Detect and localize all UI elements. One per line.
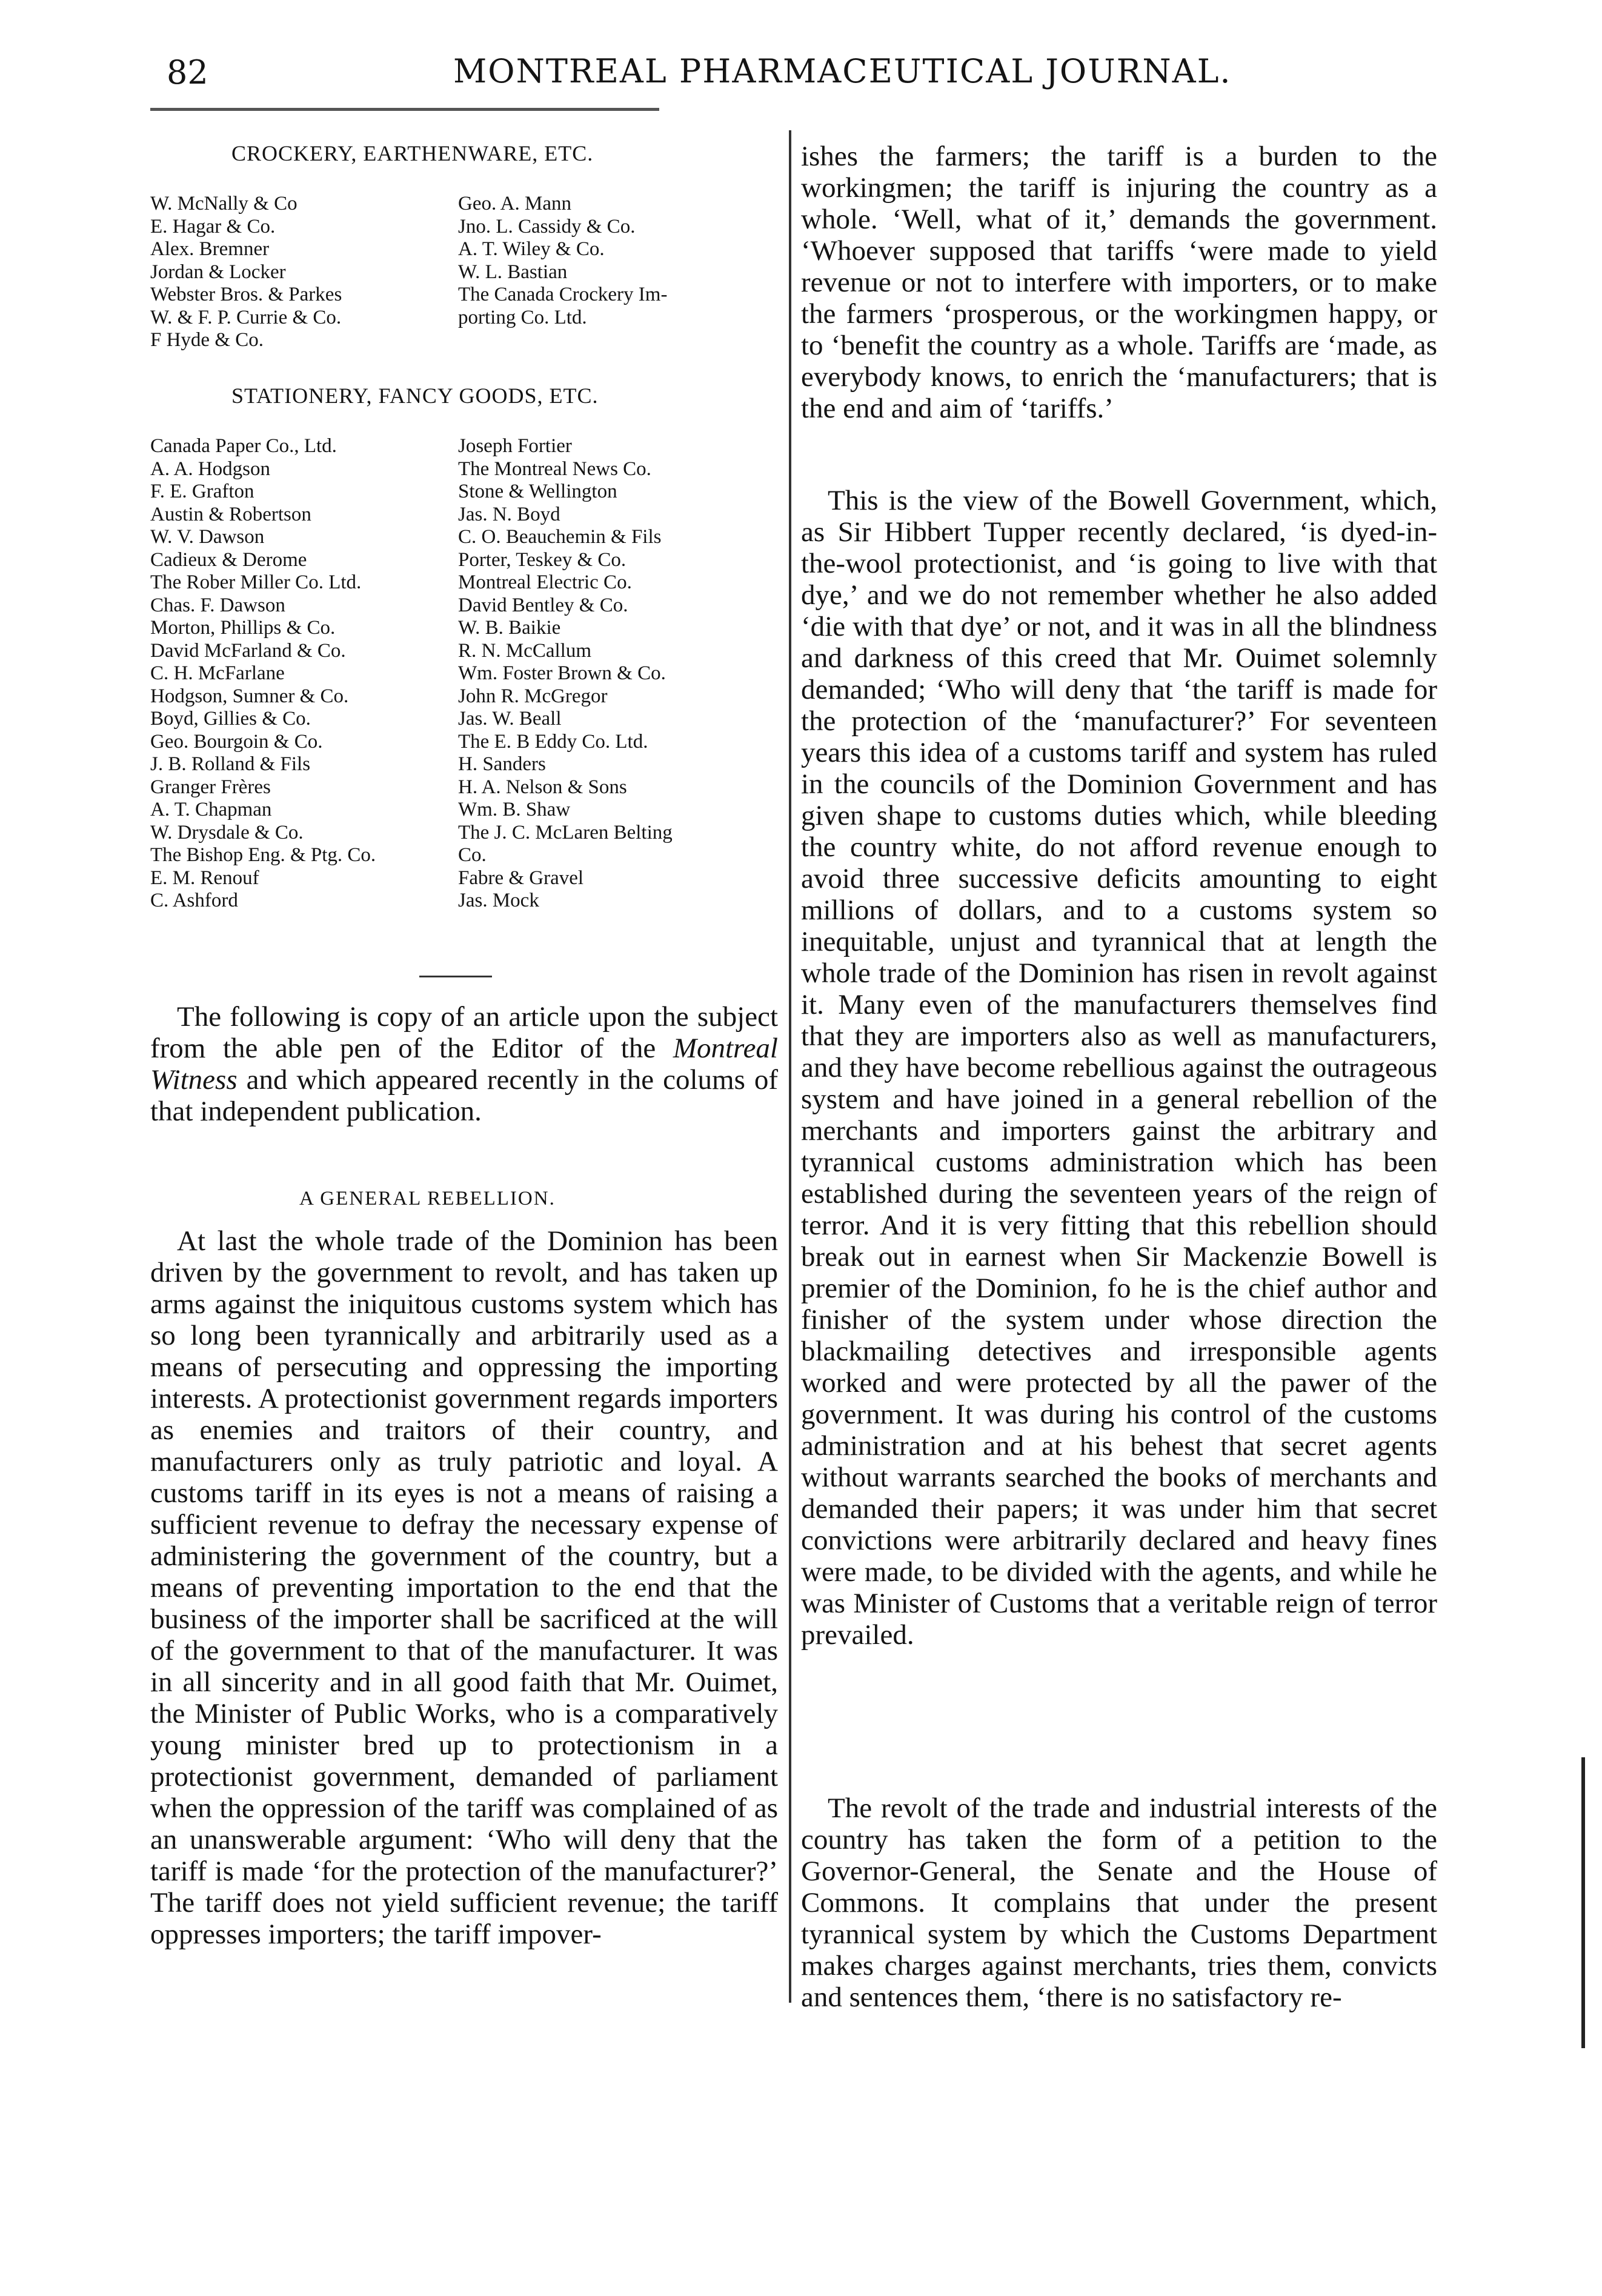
publication-name: Montreal Witness bbox=[150, 1033, 778, 1096]
page-number: 82 bbox=[167, 53, 208, 92]
crockery-right-item: Geo. A. Mann bbox=[458, 193, 571, 215]
crockery-left-item: W. McNally & Co bbox=[150, 193, 297, 215]
stationery-left-item: Chas. F. Dawson bbox=[150, 594, 285, 616]
stationery-right-item: Stone & Wellington bbox=[458, 481, 617, 502]
crockery-left-item: W. & F. P. Currie & Co. bbox=[150, 306, 342, 328]
crockery-right-item: porting Co. Ltd. bbox=[458, 306, 587, 328]
stationery-left-item: A. T. Chapman bbox=[150, 799, 272, 820]
intro-text-1: The following is copy of an article upon the subject from the able pen of the Editor of the bbox=[150, 1001, 778, 1064]
stationery-left-item: Hodgson, Sumner & Co. bbox=[150, 685, 349, 707]
scan-edge-mark bbox=[1581, 1757, 1585, 2048]
stationery-right-item: H. A. Nelson & Sons bbox=[458, 776, 627, 798]
stationery-left-item: J. B. Rolland & Fils bbox=[150, 753, 311, 775]
article-paragraph-3: The revolt of the trade and industrial interests of the country has taken the form of a petition to the Governor-General, the Senate and the House of Commons. It complains that under the present tyrannical system by which the Customs Department makes charges against merchants, tries them, convicts and sentences them, ‘there is no satisfactory re- bbox=[801, 1792, 1437, 2013]
stationery-right-item: Joseph Fortier bbox=[458, 435, 572, 457]
article-title: A GENERAL REBELLION. bbox=[299, 1188, 556, 1210]
crockery-right-item: Jno. L. Cassidy & Co. bbox=[458, 215, 636, 238]
stationery-left-item: F. E. Grafton bbox=[150, 481, 254, 502]
header-rule bbox=[150, 108, 659, 111]
stationery-right-item: Jas. Mock bbox=[458, 890, 539, 911]
stationery-right-item: Wm. B. Shaw bbox=[458, 799, 571, 820]
crockery-right-item: A. T. Wiley & Co. bbox=[458, 238, 605, 260]
stationery-left-item: Canada Paper Co., Ltd. bbox=[150, 435, 337, 457]
stationery-right-item: Wm. Foster Brown & Co. bbox=[458, 662, 666, 684]
crockery-left-item: Jordan & Locker bbox=[150, 261, 286, 283]
stationery-left-item: E. M. Renouf bbox=[150, 867, 259, 889]
stationery-right-item: Fabre & Gravel bbox=[458, 867, 584, 889]
stationery-right-item: Porter, Teskey & Co. bbox=[458, 548, 627, 571]
crockery-right-item: W. L. Bastian bbox=[458, 261, 568, 283]
intro-text-2: and which appeared recently in the colums of that independent publication. bbox=[150, 1064, 779, 1127]
article-paragraph-1-continued: ishes the farmers; the tariff is a burden to the workingmen; the tariff is injuring the country as a whole. ‘Well, what of it,’ demands the government. ‘Whoever supposed that tariffs ‘were made to yield revenue or not to interfere with importers, or to make the farmers ‘prosperous, or the workingmen happy, or to ‘benefit the country as a whole. Tariffs are ‘made, as everybody knows, to enrich the ‘manufacturers; that is the end and aim of ‘tariffs.’ bbox=[801, 141, 1437, 424]
crockery-heading: CROCKERY, EARTHENWARE, ETC. bbox=[231, 141, 594, 165]
column-divider bbox=[789, 130, 791, 2003]
crockery-list-right bbox=[458, 193, 667, 329]
stationery-left-item: The Bishop Eng. & Ptg. Co. bbox=[150, 844, 376, 866]
stationery-right-item: W. B. Baikie bbox=[458, 617, 561, 639]
journal-title: MONTREAL PHARMACEUTICAL JOURNAL. bbox=[453, 52, 1232, 90]
stationery-left-item: David McFarland & Co. bbox=[150, 639, 346, 662]
stationery-list-left bbox=[150, 435, 376, 913]
stationery-right-item: Montreal Electric Co. bbox=[458, 571, 632, 593]
article-paragraph-2: This is the view of the Bowell Government, which, as Sir Hibbert Tupper recently declared, ‘is dyed-in-the-wool protectionist, and ‘is going to live with that dye,’ and we do not remember whether he also added ‘die with that dye’ or not, and it was in all the blindness and darkness of this creed that Mr. Ouimet solemnly demanded; ‘Who will deny that ‘the tariff is made for the protection of the ‘manufacturer?’ For seventeen years this idea of a customs tariff and system has ruled in the councils of the Dominion Government and has given shape to customs duties which, while bleeding the country white, do not afford revenue enough to avoid three successive deficits amounting to eight millions of dollars, and to a customs system so inequitable, unjust and tyrannical that at length the whole trade of the Dominion has risen in revolt against it. Many even of the manufacturers themselves find that they are importers also as well as manufacturers, and they have become rebellious against the outrageous system and have joined in a general rebellion of the merchants and importers gainst the arbitrary and tyrannical customs administration which has been established during the seventeen years of the reign of terror. And it is very fitting that this rebellion should break out in earnest when Sir Mackenzie Bowell is premier of the Dominion, fo he is the chief author and finisher of the system under whose direction the blackmailing detectives and irresponsible agents worked and were protected by all the pawer of the government. It was during his control of the customs administration and at his behest that secret agents without warrants searched the books of merchants and demanded their papers; it was under him that secret convictions were arbitrarily declared and heavy fines were made, to be divided with the agents, and while he was Minister of Customs that a veritable reign of terror prevailed. bbox=[801, 485, 1437, 1651]
stationery-right-item: The E. B Eddy Co. Ltd. bbox=[458, 730, 648, 753]
intro-paragraph bbox=[150, 1001, 778, 1127]
stationery-left-item: Boyd, Gillies & Co. bbox=[150, 708, 311, 730]
stationery-right-item: The Montreal News Co. bbox=[458, 458, 651, 480]
stationery-right-item: Co. bbox=[458, 844, 487, 866]
crockery-left-item: Webster Bros. & Parkes bbox=[150, 284, 342, 305]
crockery-right-item: The Canada Crockery Im- bbox=[458, 284, 668, 305]
stationery-right-item: Jas. N. Boyd bbox=[458, 503, 560, 525]
crockery-left-item: Alex. Bremner bbox=[150, 238, 270, 260]
stationery-list-right bbox=[458, 435, 673, 913]
crockery-left-item: E. Hagar & Co. bbox=[150, 215, 276, 238]
stationery-right-item: John R. McGregor bbox=[458, 685, 608, 707]
stationery-right-item: The J. C. McLaren Belting bbox=[458, 821, 673, 844]
stationery-left-item: A. A. Hodgson bbox=[150, 458, 271, 480]
stationery-right-item: Jas. W. Beall bbox=[458, 708, 562, 730]
stationery-left-item: C. Ashford bbox=[150, 890, 238, 911]
stationery-left-item: The Rober Miller Co. Ltd. bbox=[150, 571, 362, 593]
stationery-right-item: David Bentley & Co. bbox=[458, 594, 628, 616]
stationery-left-item: W. Drysdale & Co. bbox=[150, 821, 304, 844]
stationery-right-item: C. O. Beauchemin & Fils bbox=[458, 526, 662, 548]
article-paragraph-1: At last the whole trade of the Dominion has been driven by the government to revolt, and has taken up arms against the iniquitous customs system which has so long been tyrannically and arbitrarily used as a means of persecuting and oppressing the importing interests. A protectionist government regards importers as enemies and traitors of their country, and manufacturers only as truly patriotic and loyal. A customs tariff in its eyes is not a means of raising a sufficient revenue to defray the necessary expense of administering the government of the country, but a means of preventing importation to the end that the business of the importer shall be sacrificed at the will of the government to that of the manufacturer. It was in all sincerity and in all good faith that Mr. Ouimet, the Minister of Public Works, who is a comparatively young minister bred up to protectionism in a protectionist government, demanded of parliament when the oppression of the tariff was complained of as an unanswerable argument: ‘Who will deny that the tariff is made ‘for the protection of the manufacturer?’ The tariff does not yield sufficient revenue; the tariff oppresses importers; the tariff impover- bbox=[150, 1225, 778, 1950]
section-rule bbox=[419, 976, 492, 977]
stationery-left-item: Granger Frères bbox=[150, 776, 271, 798]
stationery-left-item: W. V. Dawson bbox=[150, 526, 265, 548]
stationery-left-item: Cadieux & Derome bbox=[150, 548, 307, 571]
stationery-right-item: R. N. McCallum bbox=[458, 639, 591, 662]
stationery-left-item: Morton, Phillips & Co. bbox=[150, 617, 336, 639]
crockery-left-item: F Hyde & Co. bbox=[150, 329, 264, 351]
crockery-list-left bbox=[150, 193, 342, 352]
stationery-left-item: Geo. Bourgoin & Co. bbox=[150, 730, 323, 753]
stationery-heading: STATIONERY, FANCY GOODS, ETC. bbox=[231, 384, 599, 408]
stationery-left-item: Austin & Robertson bbox=[150, 503, 311, 525]
stationery-left-item: C. H. McFarlane bbox=[150, 662, 285, 684]
stationery-right-item: H. Sanders bbox=[458, 753, 546, 775]
